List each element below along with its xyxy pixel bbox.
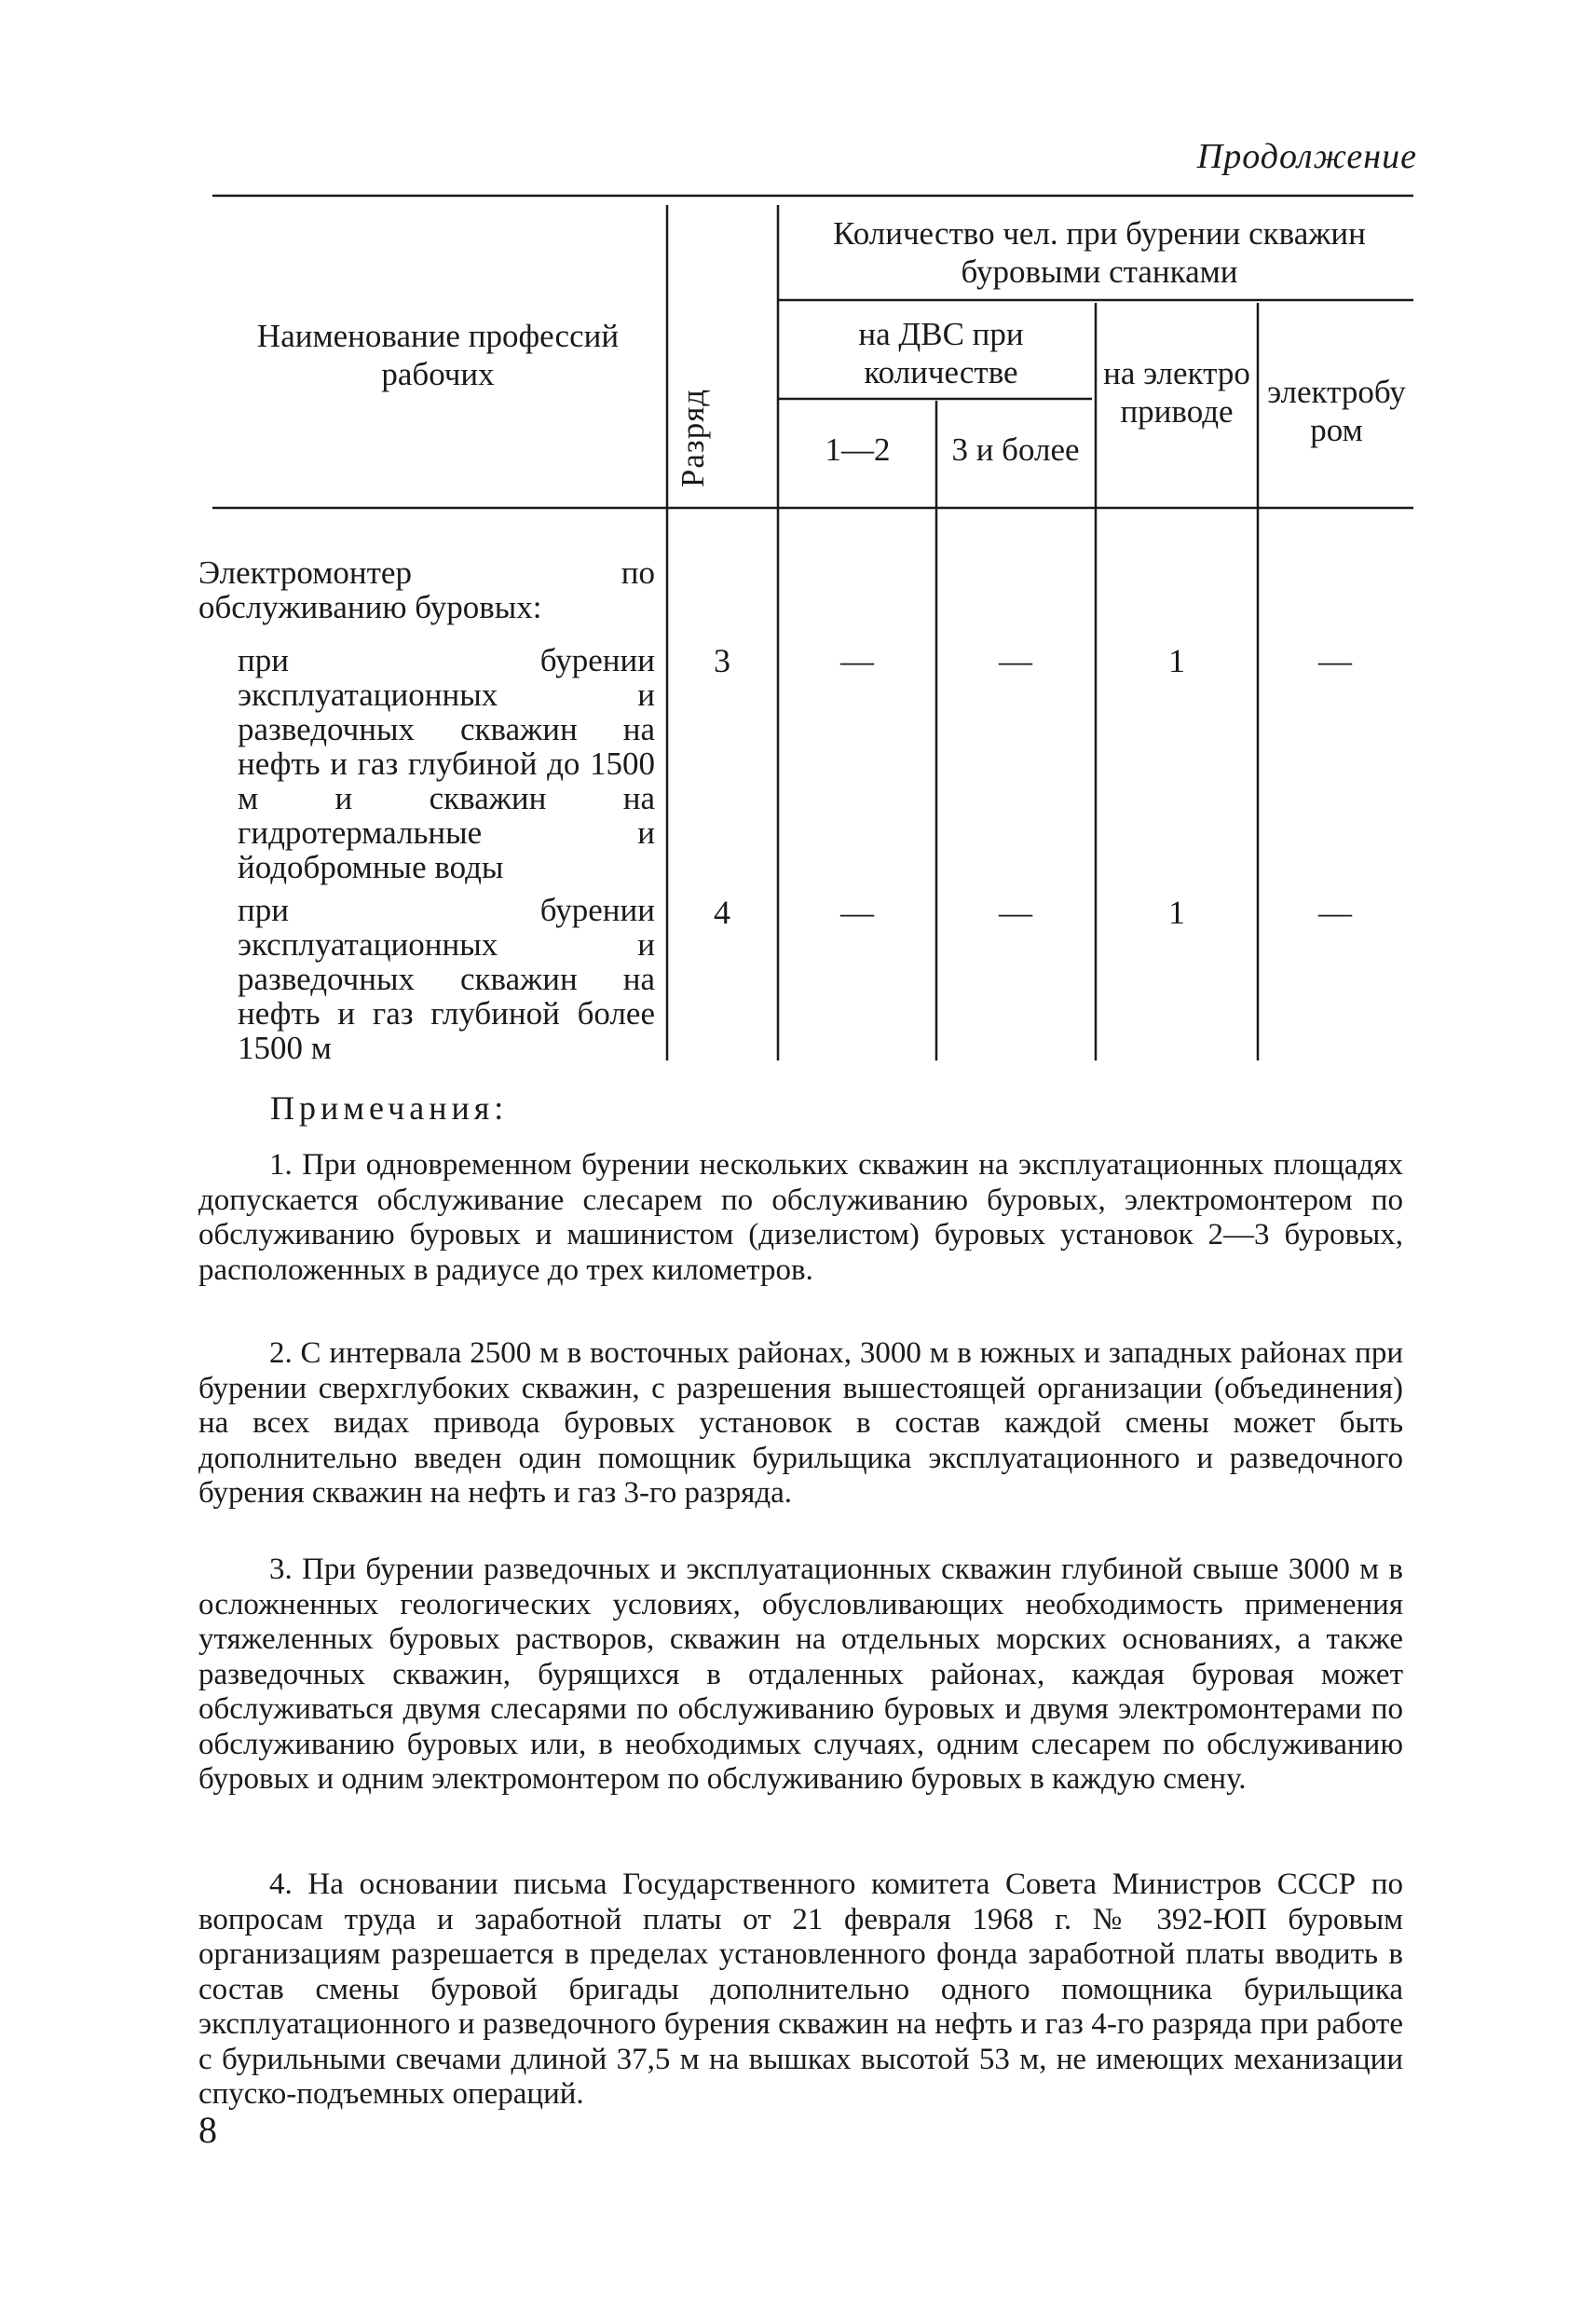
row-2-dvs-3plus: — (999, 894, 1032, 931)
header-electrodrill: электробуром (1267, 374, 1406, 448)
header-dvs: на ДВС при количестве (858, 316, 1024, 390)
notes-title: Примечания: (270, 1089, 509, 1127)
header-profession: Наименование профессий рабочих (256, 318, 620, 392)
note-2: 2. С интервала 2500 м в восточных районах, 3000 м в южных и западных районах при бурении сверхглубоких скважин, с разрешения вышестоящей организации (объединения) на всех видах привода буровых установок в состав каждой смены может быть дополнительно введен один помощник бурильщика эксплуатационного и разведочного бурения скважин на нефть и газ 3-го разряда. (198, 1336, 1403, 1510)
staffing-table (0, 0, 1596, 1072)
row-1-electric-drive: 1 (1168, 642, 1185, 679)
header-group: Количество чел. при бурении скважин буровыми станками (833, 215, 1366, 290)
row-1-electrodrill: — (1318, 642, 1352, 679)
row-2-electric-drive: 1 (1168, 894, 1185, 931)
section-title: Электромонтер по обслуживанию буровых: (198, 554, 655, 625)
note-1: 1. При одновременном бурении нескольких скважин на эксплуатационных площадях допускается обслуживание слесарем по обслуживанию буровых, электромонтером по обслуживанию буровых и машинистом (дизелистом) буровых установок 2—3 буровых, расположенных в радиусе до трех километров. (198, 1148, 1403, 1287)
row-2-dvs-1-2: — (840, 894, 874, 931)
page-number: 8 (198, 2109, 217, 2151)
continuation-label: Продолжение (1196, 137, 1417, 176)
row-2-name: при бурении эксплуатационных и разведочных скважин на нефть и газ глубиной более 1500 м (238, 892, 655, 1066)
header-dvs-1-2: 1—2 (825, 431, 891, 468)
note-4: 4. На основании письма Государственного комитета Совета Министров СССР по вопросам труда и заработной платы от 21 февраля 1968 г. № 392-ЮП буровым организациям разрешается в пределах установленного фонда заработной платы вводить в состав смены буровой бригады дополнительно одного помощника бурильщика эксплуатационного и разведочного бурения скважин на нефть и газ 4-го разряда при работе с бурильными свечами длиной 37,5 м на вышках высотой 53 м, не имеющих механизации спуско-подъемных операций. (198, 1867, 1403, 2111)
row-1-dvs-1-2: — (840, 642, 874, 679)
header-grade: Разряд (675, 388, 711, 488)
row-1-name: при бурении эксплуатационных и разведочных скважин на нефть и газ глубиной до 1500 м и скважин на гидротермальные и йодобромные воды (238, 642, 655, 885)
row-2-electrodrill: — (1318, 894, 1352, 931)
row-1-grade: 3 (714, 642, 730, 679)
header-electric-drive: на электроприводе (1103, 355, 1250, 430)
row-2-grade: 4 (714, 894, 730, 931)
note-3: 3. При бурении разведочных и эксплуатационных скважин глубиной свыше 3000 м в осложненных геологических условиях, обусловливающих необходимость применения утяжеленных буровых растворов, скважин на отдельных морских основаниях, а также разведочных скважин, бурящихся в отдаленных районах, каждая буровая может обслуживаться двумя слесарями по обслуживанию буровых и двумя электромонтерами по обслуживанию буровых или, в необходимых случаях, одним слесарем по обслуживанию буровых и одним электромонтером по обслуживанию буровых в каждую смену. (198, 1553, 1403, 1796)
row-1-dvs-3plus: — (999, 642, 1032, 679)
header-dvs-3plus: 3 и более (951, 431, 1080, 468)
